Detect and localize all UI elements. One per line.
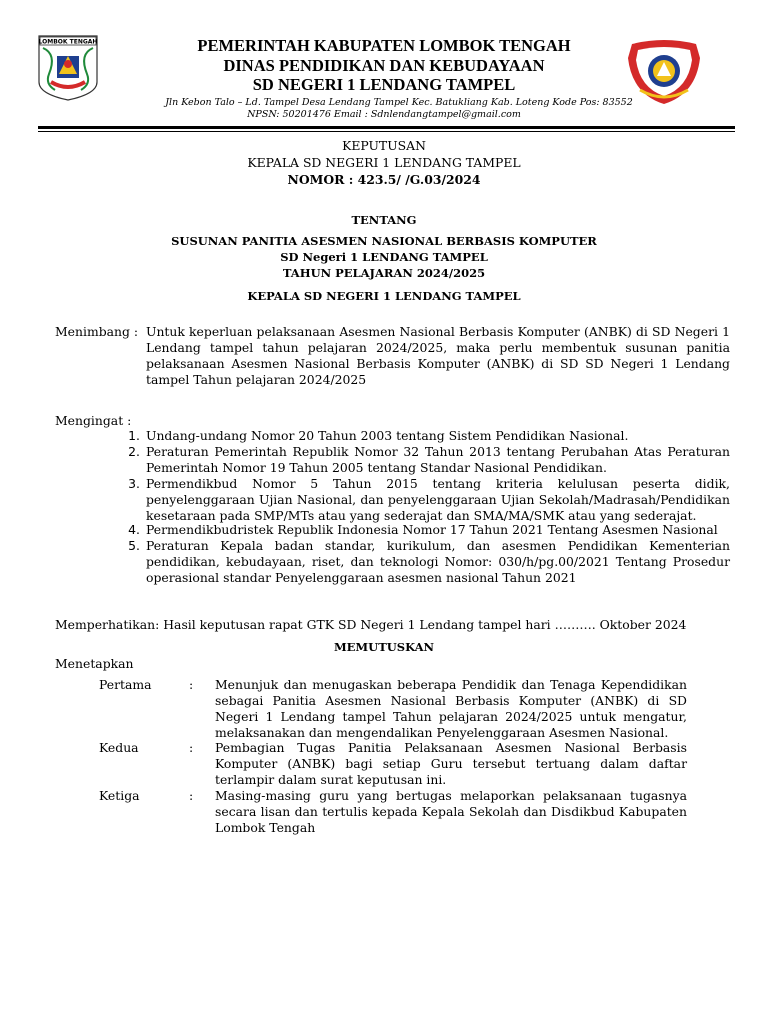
list-number: 4. [128, 522, 140, 537]
list-number: 2. [128, 444, 140, 459]
deciding-label: Menetapkan [55, 656, 134, 671]
decision-colon: : [189, 740, 194, 755]
list-item: Permendikbud Nomor 5 Tahun 2015 tentang kriteria kelulusan peserta didik, penyelenggaraan Ujian Nasional, dan penyelenggaraan Ujian Sekolah/Madrasah/Pendidikan kesetaraan pada SMP/MTs atau yang sederajat dan SMA/MA/SMK atau yang sederajat. [146, 476, 730, 523]
list-number: 3. [128, 476, 140, 491]
list-item: Permendikbudristek Republik Indonesia Nomor 17 Tahun 2021 Tentang Asesmen Nasional [146, 522, 718, 537]
school-head-heading: KEPALA SD NEGERI 1 LENDANG TAMPEL [247, 289, 521, 303]
decision-label: Kedua [99, 740, 139, 755]
subject-line-2: SD Negeri 1 LENDANG TAMPEL [280, 250, 488, 264]
deciding-title: MEMUTUSKAN [333, 640, 435, 654]
considering-label: Menimbang : [55, 324, 139, 339]
subject-line-3: TAHUN PELAJARAN 2024/2025 [282, 266, 486, 280]
remembering-label: Mengingat : [55, 413, 132, 428]
decision-text: Menunjuk dan menugaskan beberapa Pendidik dan Tenaga Kependidikan sebagai Panitia Asesmen Nasional Berbasis Komputer (ANBK) di SD Negeri 1 Lendang tampel Tahun pelajaran 2024/2025 untuk mengatur, melaksanakan dan mengendalikan Penyelenggaraan Asesmen Nasional. [215, 677, 687, 740]
list-item: Undang-undang Nomor 20 Tahun 2003 tentang Sistem Pendidikan Nasional. [146, 428, 629, 443]
header-department: DINAS PENDIDIKAN DAN KEBUDAYAAN [223, 56, 545, 75]
school-emblem-right [624, 38, 704, 108]
header-divider-thick [38, 126, 735, 129]
list-item: Peraturan Pemerintah Republik Nomor 32 Tahun 2013 tentang Perubahan Atas Peraturan Pemerintah Nomor 19 Tahun 2005 tentang Standar Nasional Pendidikan. [146, 444, 730, 475]
decision-colon: : [189, 788, 194, 803]
decision-label: Pertama [99, 677, 152, 692]
considering-text: Untuk keperluan pelaksanaan Asesmen Nasional Berbasis Komputer (ANBK) di SD Negeri 1 Lendang tampel tahun pelajaran 2024/2025, maka perlu membentuk susunan panitia pelaksanaan Asesmen Nasional Berbasis Komputer (ANBK) di SD SD Negeri 1 Lendang tampel Tahun pelajaran 2024/2025 [146, 324, 730, 387]
subject-line-1: SUSUNAN PANITIA ASESMEN NASIONAL BERBASIS KOMPUTER [171, 234, 597, 248]
decree-number: NOMOR : 423.5/ /G.03/2024 [287, 172, 481, 187]
header-address: Jln Kebon Talo – Ld. Tampel Desa Lendang Tampel Kec. Batukliang Kab. Loteng Kode Pos: 83552 [165, 97, 633, 108]
header-school-name: SD NEGERI 1 LENDANG TAMPEL [252, 75, 516, 94]
decree-title: KEPUTUSAN [342, 138, 426, 153]
list-item: Peraturan Kepala badan standar, kurikulum, dan asesmen Pendidikan Kementerian pendidikan, kebudayaan, riset, dan teknologi Nomor: 030/h/pg.00/2021 Tentang Prosedur operasional standar Penyelenggaraan asesmen nasional Tahun 2021 [146, 538, 730, 585]
header-divider-thin [38, 131, 735, 132]
decision-text: Pembagian Tugas Panitia Pelaksanaan Asesmen Nasional Berbasis Komputer (ANBK) bagi setiap Guru tersebut tertuang dalam daftar terlampir dalam surat keputusan ini. [215, 740, 687, 787]
emblem-caption: LOMBOK TENGAH [38, 38, 98, 46]
noting-text: Memperhatikan: Hasil keputusan rapat GTK SD Negeri 1 Lendang tampel hari ………. Oktober 2024 [55, 617, 687, 632]
header-government: PEMERINTAH KABUPATEN LOMBOK TENGAH [197, 36, 571, 55]
header-contact: NPSN: 50201476 Email : Sdnlendangtampel@gmail.com [247, 109, 521, 120]
decision-colon: : [189, 677, 194, 692]
about-label: TENTANG [351, 213, 417, 227]
list-number: 1. [128, 428, 140, 443]
decision-text: Masing-masing guru yang bertugas melaporkan pelaksanaan tugasnya secara lisan dan tertulis kepada Kepala Sekolah dan Disdikbud Kabupaten Lombok Tengah [215, 788, 687, 835]
decree-issuer: KEPALA SD NEGERI 1 LENDANG TAMPEL [247, 155, 521, 170]
decision-label: Ketiga [99, 788, 140, 803]
list-number: 5. [128, 538, 140, 553]
